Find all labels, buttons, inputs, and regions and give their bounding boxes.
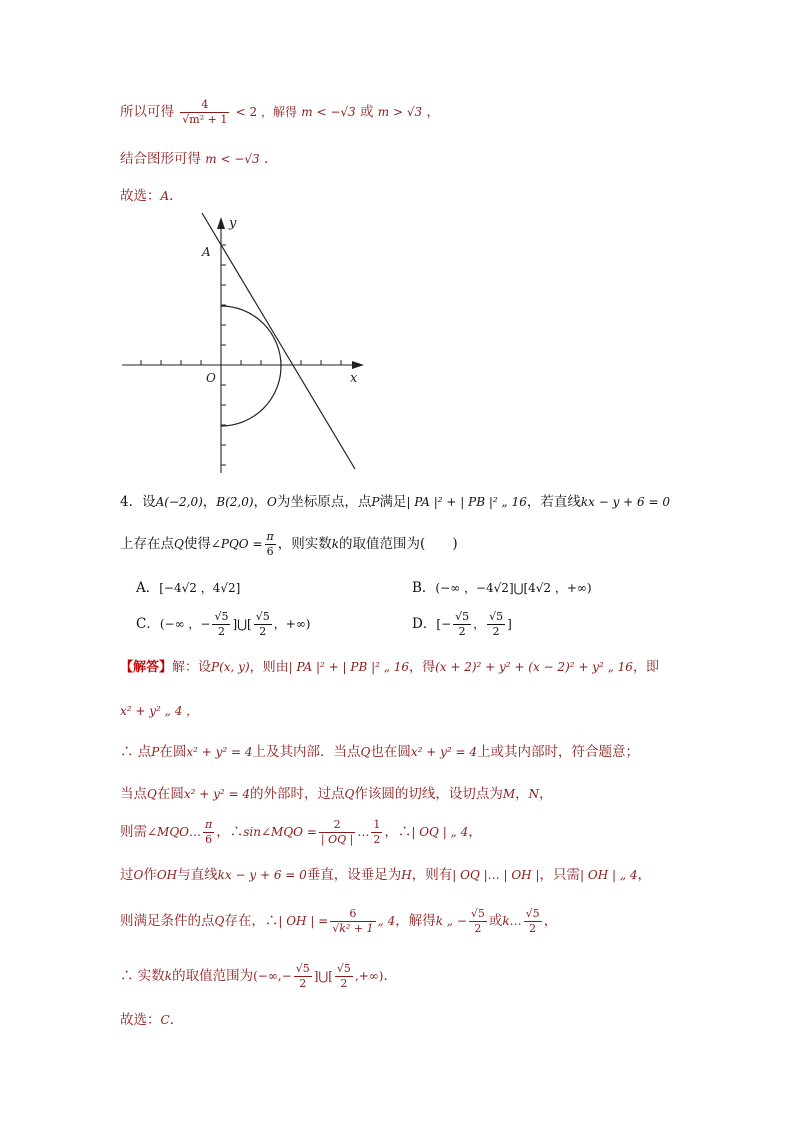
- text: ∴ 实数: [120, 967, 165, 984]
- text: ，则有: [411, 867, 453, 883]
- math: k „ −: [435, 913, 467, 928]
- text: ]: [507, 616, 512, 631]
- solution-q4-line-3: [120, 744, 639, 760]
- denominator: 2: [453, 624, 471, 639]
- text: ，+∞): [273, 616, 311, 631]
- text: 使得: [183, 535, 211, 552]
- numerator: √5: [489, 610, 504, 623]
- denominator: 2: [254, 624, 272, 639]
- numerator: √5: [214, 610, 229, 623]
- math: ∠MQO…: [147, 824, 202, 839]
- fraction: [180, 98, 229, 127]
- text: ，则由: [249, 660, 289, 675]
- denominator: 2: [212, 624, 230, 639]
- fraction: [335, 962, 353, 991]
- math: Q: [174, 536, 184, 551]
- denominator: 6: [203, 832, 214, 847]
- math: …: [357, 824, 370, 839]
- text: ，: [515, 786, 529, 802]
- text: 与直线: [177, 867, 218, 883]
- text: ，: [637, 867, 651, 883]
- math: Q: [214, 913, 225, 928]
- text: 过: [120, 867, 134, 883]
- question-4-line-1: [120, 494, 670, 510]
- solution-q4-line-2: [120, 703, 198, 719]
- math: P: [151, 745, 160, 759]
- text: ．: [169, 1012, 184, 1028]
- x-axis-arrow: [352, 361, 364, 369]
- text: ，即: [632, 660, 659, 675]
- text: 满足: [379, 494, 407, 510]
- fraction: [371, 818, 382, 847]
- option-label: A．: [136, 580, 160, 596]
- option-value: [−: [436, 616, 452, 631]
- text: .: [264, 151, 269, 167]
- math: k…: [502, 913, 522, 928]
- text: 在圆: [159, 744, 187, 760]
- text: ，: [543, 912, 558, 929]
- math: (x + 2)² + y² + (x − 2)² + y² „ 16: [435, 660, 633, 674]
- denominator: 2: [373, 832, 381, 846]
- math: x² + y² = 4: [186, 745, 253, 759]
- text: 当点: [120, 786, 147, 802]
- numerator: 1: [373, 818, 381, 831]
- numerator: √5: [470, 907, 485, 920]
- option-a: [136, 576, 240, 596]
- text: 所以可得: [120, 103, 174, 120]
- text: ，若直线: [526, 494, 581, 510]
- answer-letter: C: [160, 1013, 170, 1027]
- numerator: √5: [255, 610, 270, 623]
- math: H: [401, 868, 412, 882]
- numerator: 4: [201, 98, 209, 111]
- text: 上或其内部时，符合题意；: [477, 744, 640, 760]
- text: ∴ 点: [120, 744, 152, 760]
- math: P(x, y): [211, 660, 250, 674]
- solution-q4-line-4: [120, 786, 553, 802]
- option-label: D．: [412, 615, 437, 632]
- text: 4．设: [120, 494, 156, 510]
- numerator: √5: [295, 962, 310, 975]
- option-value: [−4√2 ，4√2]: [159, 581, 241, 595]
- numerator: √5: [525, 907, 540, 920]
- math: | PA |² + | PB |² „ 16: [406, 495, 527, 509]
- solution-q4-line-1: [120, 660, 659, 676]
- text: ]⋃[: [232, 616, 252, 631]
- y-axis-arrow: [217, 217, 225, 229]
- math: m > √3: [377, 104, 423, 119]
- math: | OQ |… | OH |: [452, 868, 540, 882]
- solution-q4-answer: [120, 1012, 183, 1028]
- math: kx − y + 6 = 0: [217, 868, 307, 882]
- math: | OH | „ 4: [580, 868, 638, 882]
- x-label: x: [350, 371, 358, 386]
- math: | OH | =: [278, 913, 329, 928]
- option-label: C．: [136, 615, 160, 632]
- text: 上及其内部．当点: [252, 744, 361, 760]
- denominator: 2: [294, 976, 312, 991]
- semicircle: [221, 306, 281, 426]
- text: ，解得: [395, 912, 436, 929]
- math: M: [502, 787, 516, 801]
- option-label: B．: [412, 580, 436, 596]
- math: B(2,0): [216, 495, 254, 509]
- text: ，: [253, 494, 268, 510]
- denominator: 2: [487, 624, 505, 639]
- text: 也在圆: [370, 744, 411, 760]
- solution-q4-line-6: [120, 867, 651, 883]
- text: 或: [359, 103, 374, 120]
- y-label: y: [229, 216, 237, 231]
- numerator: √5: [336, 962, 351, 975]
- text: ，得: [409, 660, 436, 675]
- text: ，: [468, 823, 482, 840]
- math: k: [331, 536, 340, 551]
- fraction: [212, 610, 230, 639]
- fraction: [203, 818, 214, 847]
- fraction: [469, 907, 487, 936]
- math: ∠PQO =: [210, 536, 263, 551]
- math: x² + y² „ 4 ，: [120, 704, 199, 718]
- denominator: √m² + 1: [182, 112, 228, 126]
- math: A(−2,0): [155, 495, 203, 509]
- tangent-line: [202, 213, 355, 469]
- option-value: (−∞ ，−4√2]⋃[4√2 ，+∞): [435, 581, 592, 595]
- option-value: (−∞ ，−: [159, 616, 211, 631]
- text: ，: [473, 616, 486, 631]
- math: Q: [344, 787, 355, 801]
- fraction: [524, 907, 542, 936]
- math: x² + y² = 4: [410, 745, 478, 759]
- fraction: [319, 818, 355, 847]
- text: 故选：: [120, 1012, 161, 1028]
- numerator: √5: [455, 610, 470, 623]
- point-a-label: A: [202, 245, 211, 259]
- numerator: 2: [333, 818, 341, 831]
- math: x² + y² = 4: [183, 787, 251, 801]
- origin-label: O: [206, 371, 216, 385]
- math: m < −√3: [301, 104, 356, 119]
- numerator: π: [266, 530, 274, 543]
- fraction: [330, 907, 375, 936]
- text: < 2 ，解得: [235, 104, 297, 119]
- option-c: [136, 610, 310, 639]
- text: 作该圆的切线，设切点为: [354, 786, 503, 802]
- text: 的取值范围为: [172, 967, 254, 984]
- answer-letter: A: [160, 189, 170, 203]
- math: O: [133, 868, 144, 882]
- text: 或: [488, 912, 503, 929]
- text: 在圆: [156, 786, 184, 802]
- text: ，只需: [539, 867, 580, 883]
- math: k: [164, 968, 173, 983]
- text: ，∴: [216, 823, 244, 840]
- text: ．: [383, 967, 397, 984]
- solution-q4-line-7: [120, 907, 557, 936]
- math: Q: [360, 745, 371, 759]
- math: O: [267, 495, 277, 509]
- solution-q4-line-8: [120, 962, 397, 991]
- fraction: [453, 610, 471, 639]
- math: „ 4: [377, 913, 396, 928]
- fraction: [487, 610, 505, 639]
- text: 为坐标原点，点: [276, 494, 372, 510]
- y-ticks: [221, 245, 226, 465]
- text: .: [169, 188, 174, 204]
- math: | PA |² + | PB |² „ 16: [288, 660, 410, 674]
- denominator: 2: [469, 921, 487, 936]
- text: 的外部时，过点: [250, 786, 345, 802]
- math: OH: [156, 868, 178, 882]
- text: 则满足条件的点: [120, 912, 215, 929]
- answer-line: [120, 188, 173, 204]
- fraction: [254, 610, 272, 639]
- denominator: 2: [335, 976, 353, 991]
- math: P: [371, 495, 380, 509]
- text: 故选：: [120, 188, 161, 204]
- text: 作: [143, 867, 157, 883]
- text: 解：设: [172, 660, 212, 675]
- denominator: 6: [265, 544, 276, 559]
- solution-q4-line-5: [120, 818, 482, 847]
- text: 上存在点: [120, 535, 174, 552]
- question-4-line-2: [120, 530, 458, 559]
- denominator: √k² + 1: [332, 921, 374, 935]
- math: ]⋃[: [313, 968, 333, 983]
- fraction: [294, 962, 312, 991]
- math: N: [528, 787, 540, 801]
- fraction: [265, 530, 276, 559]
- text: 存在，∴: [224, 912, 279, 929]
- text: 垂直，设垂足为: [306, 867, 402, 883]
- text: ，: [539, 786, 553, 802]
- math: | OQ | „ 4: [411, 824, 469, 839]
- text: ，则实数: [277, 535, 332, 552]
- solution-line-2: [120, 151, 268, 167]
- coordinate-graph: [112, 205, 374, 480]
- denominator: 2: [524, 921, 542, 936]
- math: ,+∞): [354, 968, 384, 983]
- text: 则需: [120, 823, 147, 840]
- option-b: [412, 576, 592, 596]
- numerator: 6: [349, 907, 357, 920]
- text: ，: [202, 494, 217, 510]
- x-ticks: [141, 360, 341, 365]
- math: kx − y + 6 = 0: [580, 495, 670, 509]
- answer-tag: 【解答】: [120, 660, 173, 675]
- denominator: | OQ |: [320, 832, 354, 846]
- math: m < −√3: [205, 152, 260, 166]
- text: ，: [426, 103, 440, 120]
- solution-line-1: [120, 98, 440, 127]
- numerator: π: [205, 818, 213, 831]
- math: sin∠MQO =: [243, 824, 317, 839]
- option-d: [412, 610, 512, 639]
- text: 的取值范围为( ): [339, 535, 458, 552]
- text: 结合图形可得: [120, 151, 201, 167]
- math: Q: [147, 787, 157, 801]
- text: ，∴: [384, 823, 412, 840]
- math: (−∞,−: [253, 968, 292, 983]
